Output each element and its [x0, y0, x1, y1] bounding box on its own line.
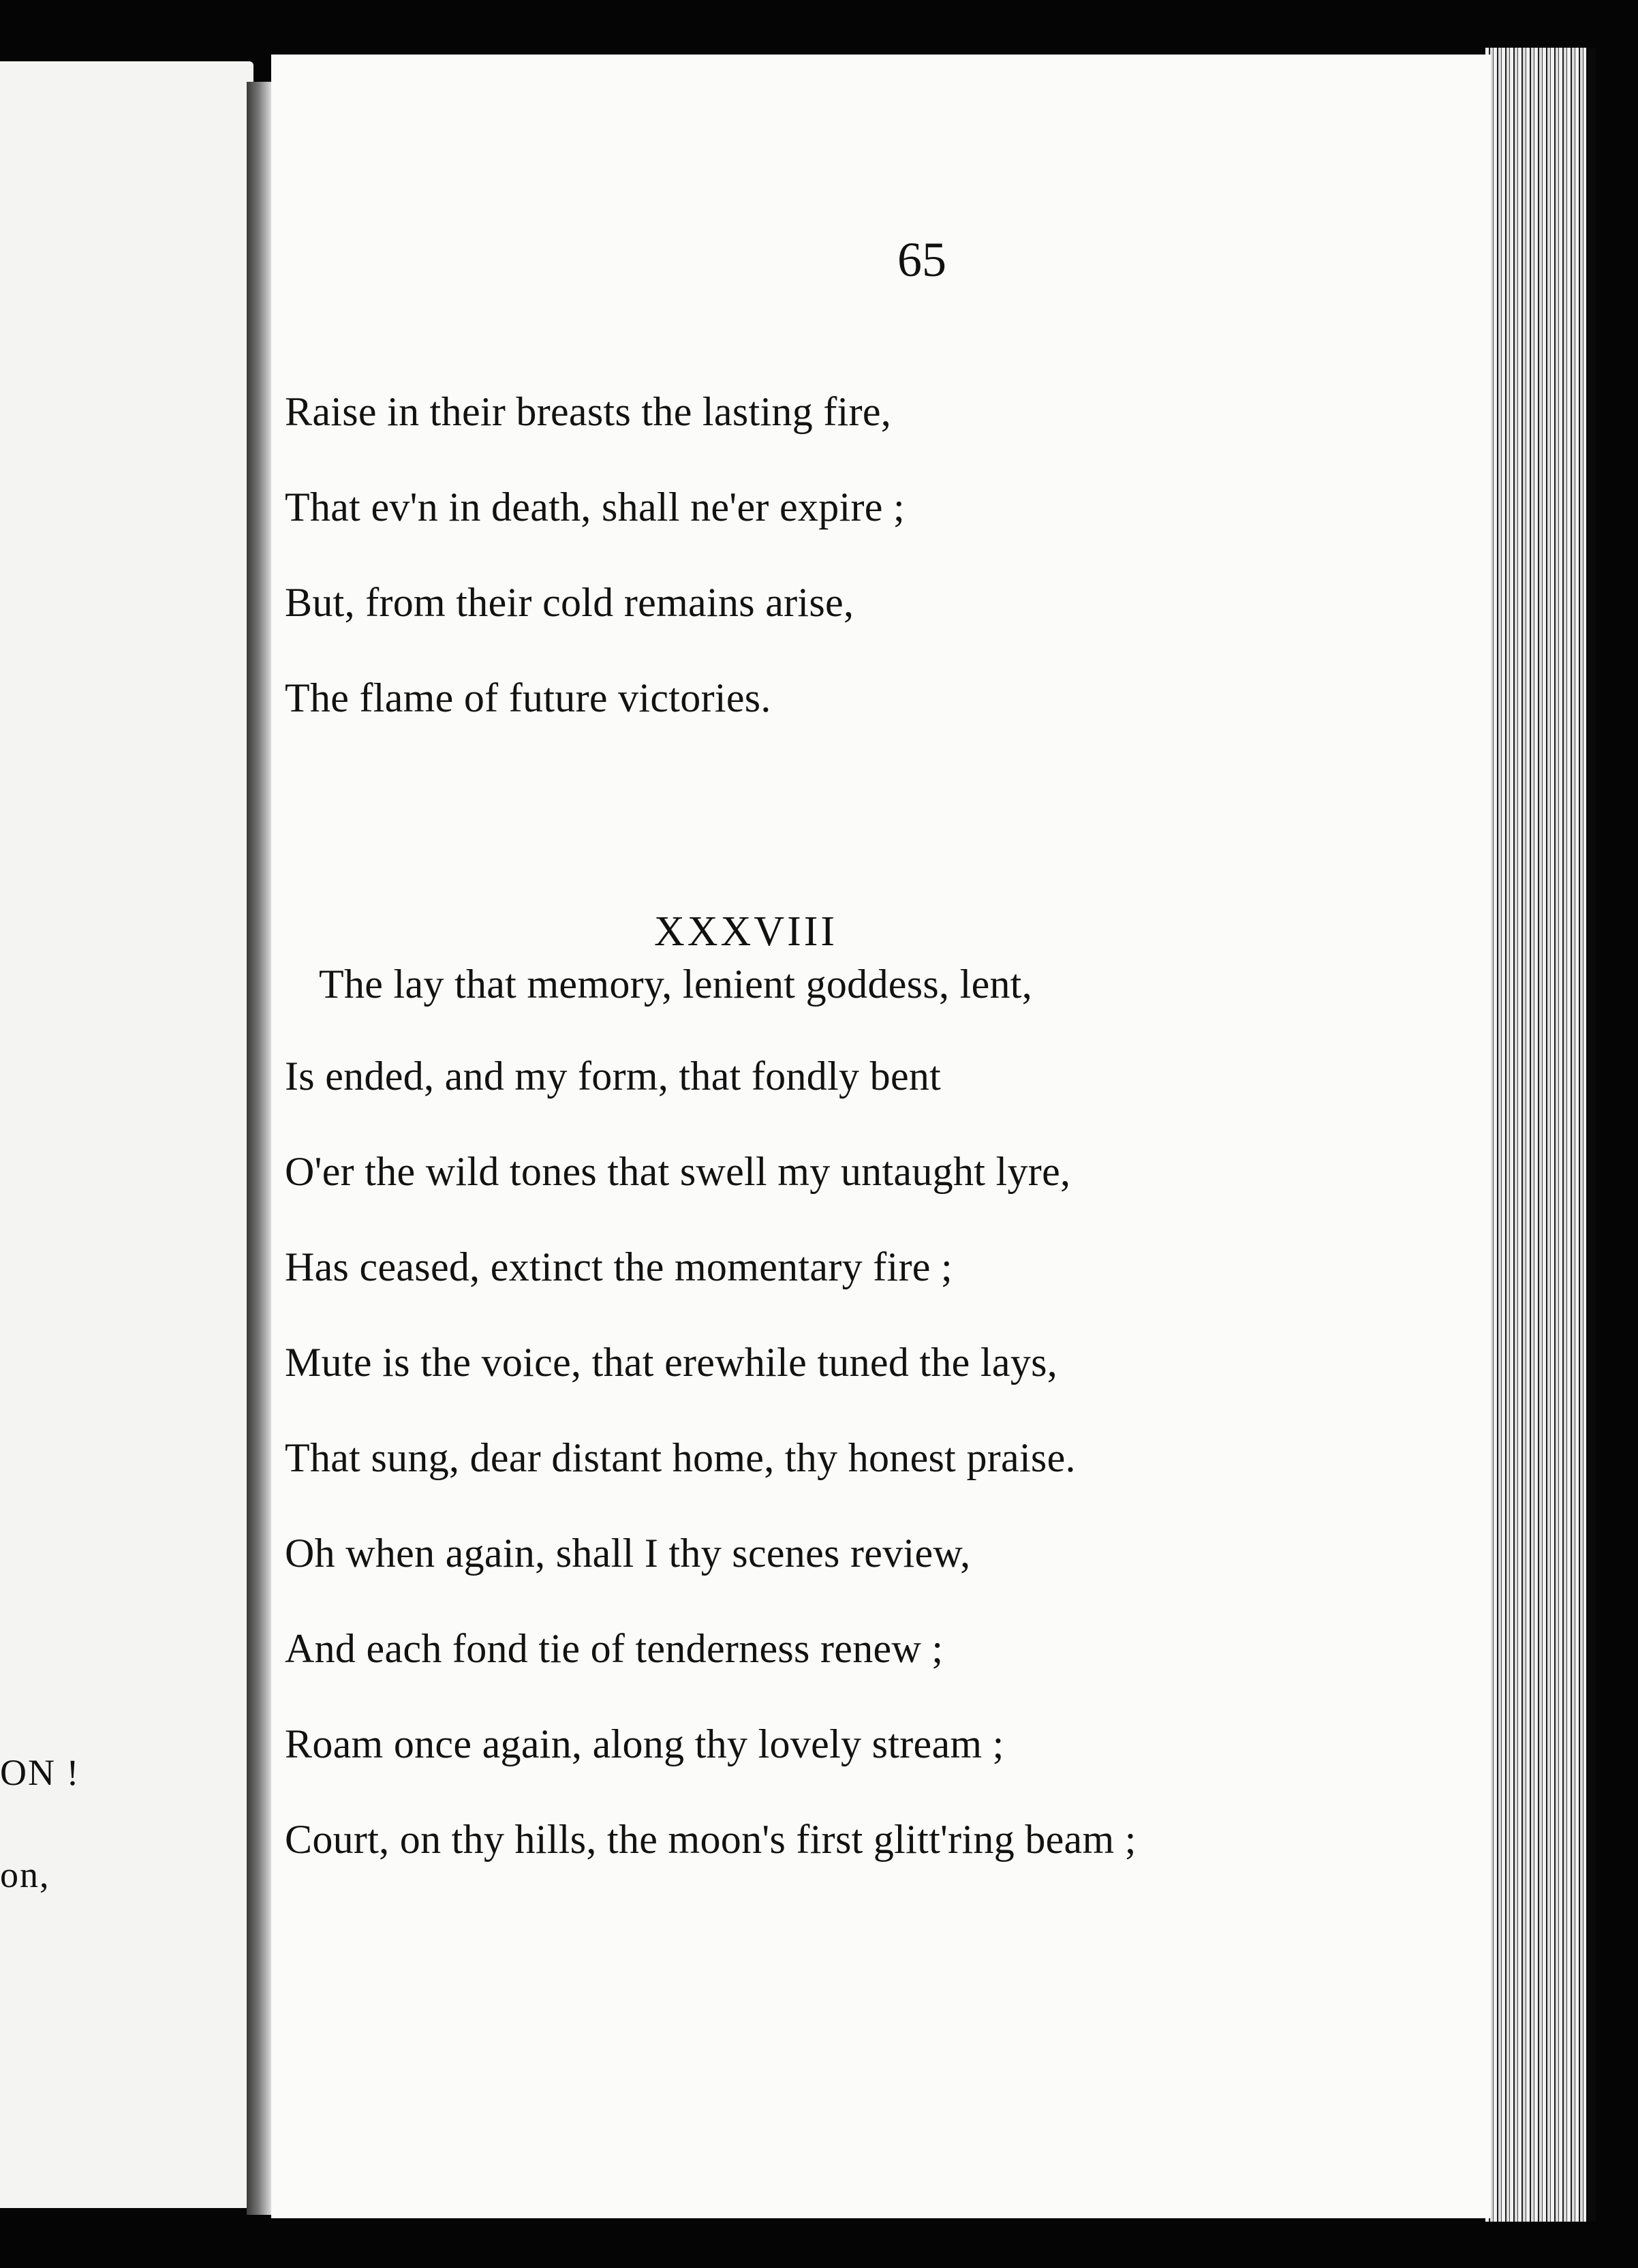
book-page	[271, 55, 1491, 2218]
left-page-text-fragment: on,	[0, 1854, 50, 1895]
verse-line: That ev'n in death, shall ne'er expire ;	[285, 485, 905, 530]
verse-line: The flame of future victories.	[285, 675, 771, 720]
verse-line: Has ceased, extinct the momentary fire ;	[285, 1244, 953, 1289]
page-edges	[1485, 48, 1588, 2222]
verse-line: Oh when again, shall I thy scenes review,	[285, 1531, 971, 1576]
verse-line: And each fond tie of tenderness renew ;	[285, 1626, 944, 1671]
verse-line: But, from their cold remains arise,	[285, 580, 854, 625]
previous-page-fragment	[0, 61, 253, 2208]
left-page-text-fragment: ON !	[0, 1752, 80, 1793]
verse-line: Is ended, and my form, that fondly bent	[285, 1054, 942, 1099]
verse-line: Roam once again, along thy lovely stream ;	[285, 1721, 1004, 1766]
verse-line: Mute is the voice, that erewhile tuned the lays,	[285, 1340, 1058, 1385]
page-number: 65	[897, 232, 946, 287]
book-gutter	[247, 82, 273, 2215]
verse-line: Court, on thy hills, the moon's first glitt'ring beam ;	[285, 1817, 1137, 1862]
verse-line: Raise in their breasts the lasting fire,	[285, 389, 892, 434]
verse-line: The lay that memory, lenient goddess, lent,	[319, 962, 1033, 1007]
verse-line: O'er the wild tones that swell my untaught lyre,	[285, 1149, 1071, 1194]
section-heading: XXXVIII	[654, 908, 838, 955]
verse-line: That sung, dear distant home, thy honest praise.	[285, 1435, 1076, 1480]
